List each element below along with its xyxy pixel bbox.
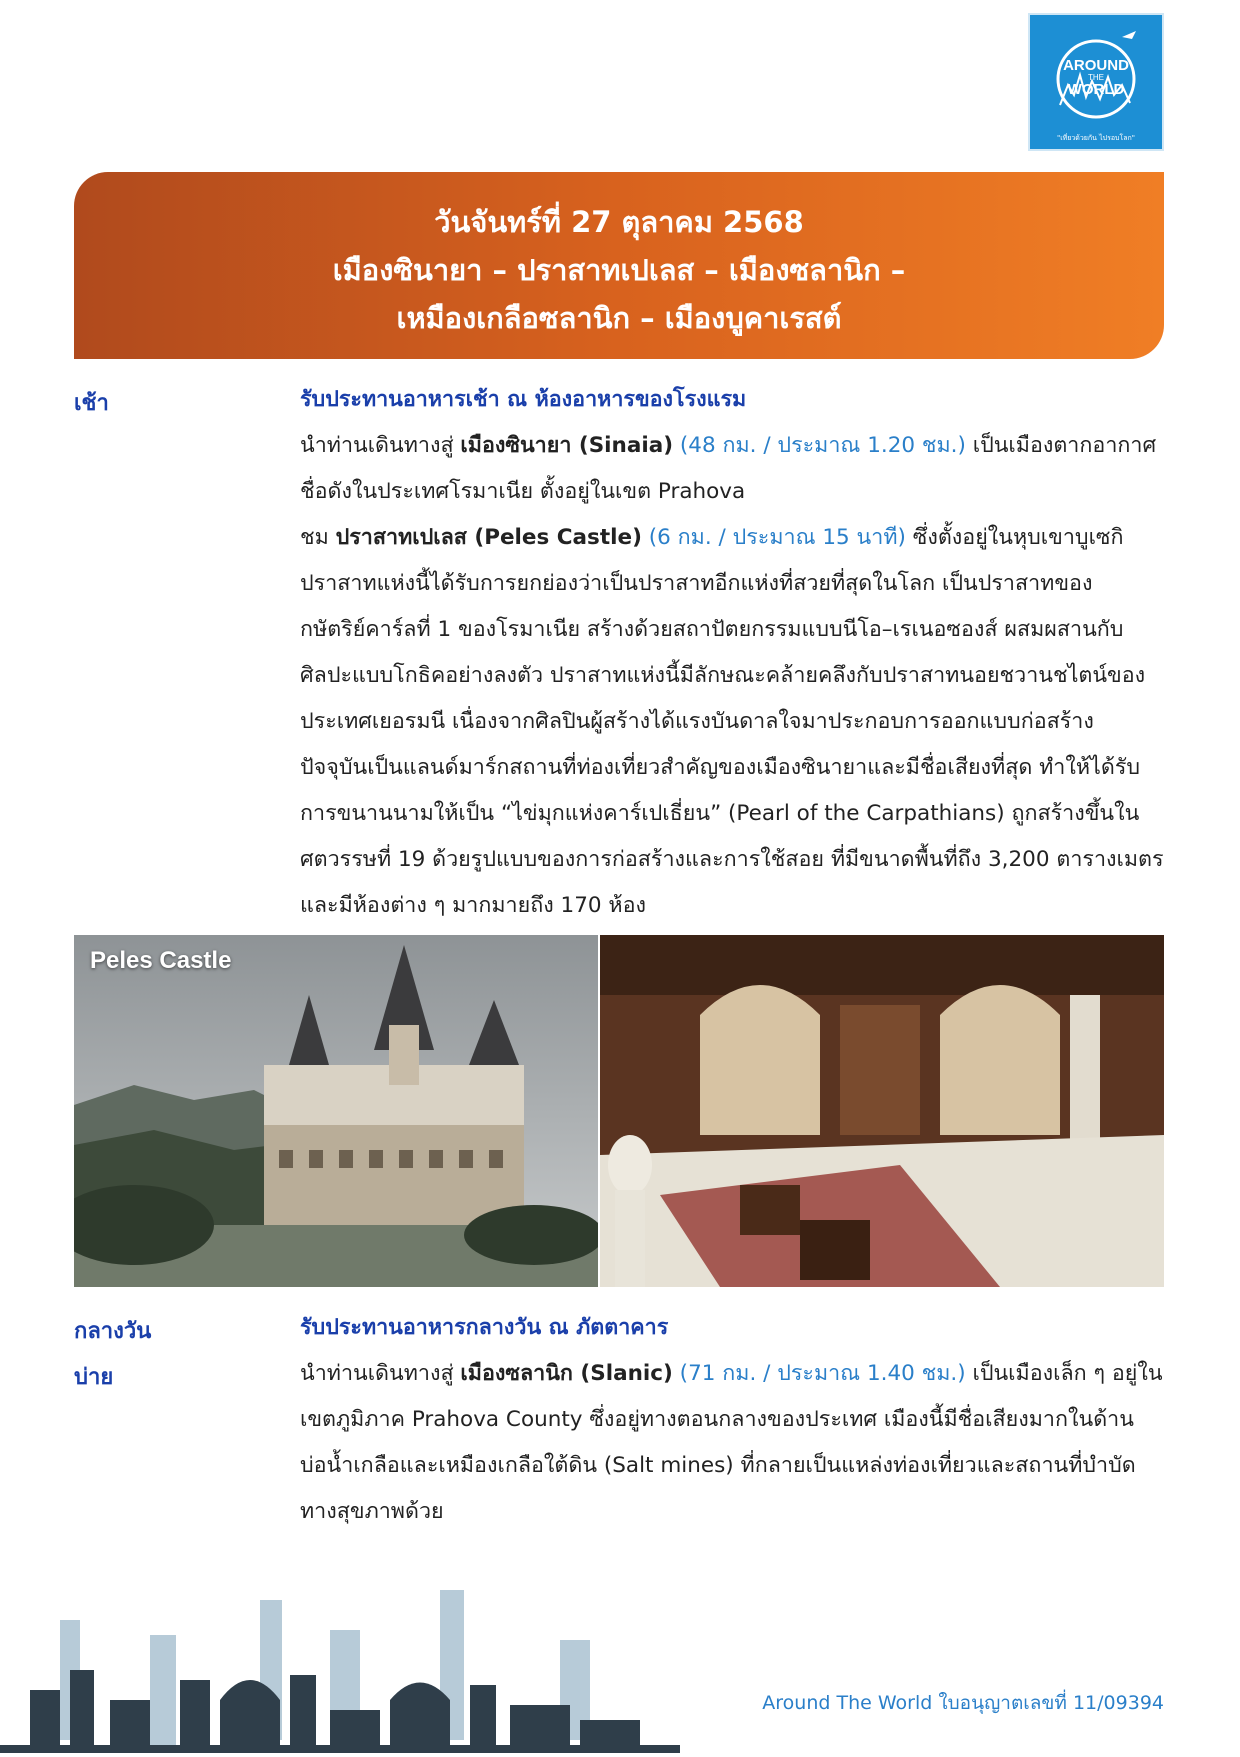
photo-caption: Peles Castle — [90, 947, 232, 974]
morning-heading: รับประทานอาหารเช้า ณ ห้องอาหารของโรงแรม — [300, 387, 747, 412]
morning-para-1: นำท่านเดินทางสู่ เมืองซินายา (Sinaia) (48 กม. / ประมาณ 1.20 ชม.) เป็นเมืองตากอากาศ ชื่อดังในประเทศโรมาเนีย ตั้งอยู่ในเขต Prahova — [300, 433, 1157, 504]
distance-peles: (6 กม. / ประมาณ 15 นาที) — [641, 525, 906, 550]
header-route-line2: เหมืองเกลือซลานิก – เมืองบูคาเรสต์ — [396, 301, 842, 335]
place-peles: ปราสาทเปเลส (Peles Castle) — [335, 525, 642, 550]
company-logo — [1028, 13, 1164, 151]
footer-license: Around The World ใบอนุญาตเลขที่ 11/09394 — [762, 1692, 1164, 1714]
morning-content — [300, 377, 1166, 929]
place-slanic: เมืองซลานิก (Slanic) — [460, 1361, 673, 1386]
peles-castle-exterior-photo — [74, 935, 598, 1287]
header-route-line1: เมืองซินายา – ปราสาทเปเลส – เมืองซลานิก – — [332, 253, 906, 287]
distance-sinaia: (48 กม. / ประมาณ 1.20 ชม.) — [673, 433, 966, 458]
label-morning: เช้า — [74, 391, 109, 416]
afternoon-content — [300, 1305, 1166, 1535]
header-date: วันจันทร์ที่ 27 ตุลาคม 2568 — [434, 205, 804, 239]
afternoon-heading: รับประทานอาหารกลางวัน ณ ภัตตาคาร — [300, 1315, 669, 1340]
label-noon: กลางวัน — [74, 1319, 152, 1344]
label-afternoon: บ่าย — [74, 1365, 114, 1390]
logo-line1: AROUND — [1063, 57, 1129, 74]
logo-line2: THE — [1088, 73, 1104, 82]
morning-para-2: ชม ปราสาทเปเลส (Peles Castle) (6 กม. / ประมาณ 15 นาที) ซึ่งตั้งอยู่ในหุบเขาบูเซกิ ปราสาทแห่งนี้ได้รับการยกย่องว่าเป็นปราสาทอีกแห่งที่สวยที่สุดในโลก เป็นปราสาทของ กษัตริย์คาร์ลที่ 1 ของโรมาเนีย สร้างด้วยสถาปัตยกรรมแบบนีโอ–เรเนอซองส์ ผสมผสานกับ ศิลปะแบบโกธิคอย่างลงตัว ปราสาทแห่งนี้มีลักษณะคล้ายคลึงกับปราสาทนอยชวานชไตน์ของ ประเทศเยอรมนี เนื่องจากศิลปินผู้สร้างได้แรงบันดาลใจมาประกอบการออกแบบก่อสร้าง ปัจจุบันเป็นแลนด์มาร์กสถานที่ท่องเที่ยวสำคัญของเมืองซินายาและมีชื่อเสียงที่สุด ทำให้ได้รับ การขนานนามให้เป็น “ไข่มุกแห่งคาร์เปเธี่ยน” (Pearl of the Carpathians) ถูกสร้างขึ้นใน ศตวรรษที่ 19 ด้วยรูปแบบของการก่อสร้างและการใช้สอย ที่มีขนาดพื้นที่ถึง 3,200 ตารางเมตร และมีห้องต่าง ๆ มากมายถึง 170 ห้อง — [300, 525, 1164, 918]
city-skyline-decoration — [0, 1580, 680, 1753]
place-sinaia: เมืองซินายา (Sinaia) — [460, 433, 674, 458]
distance-slanic: (71 กม. / ประมาณ 1.40 ชม.) — [672, 1361, 966, 1386]
afternoon-para-1: นำท่านเดินทางสู่ เมืองซลานิก (Slanic) (71 กม. / ประมาณ 1.40 ชม.) เป็นเมืองเล็ก ๆ อยู่ใน เขตภูมิภาค Prahova County ซึ่งอยู่ทางตอนกลางของประเทศ เมืองนี้มีชื่อเสียงมากในด้าน บ่อน้ำเกลือและเหมืองเกลือใต้ดิน (Salt mines) ที่กลายเป็นแหล่งท่องเที่ยวและสถานที่บำบัด ทางสุขภาพด้วย — [300, 1361, 1163, 1524]
logo-line3: WORLD — [1067, 81, 1125, 98]
photo-strip — [74, 935, 1164, 1287]
logo-tagline: "เที่ยวด้วยกัน ไปรอบโลก" — [1057, 134, 1135, 142]
peles-castle-interior-photo — [600, 935, 1164, 1287]
day-header-banner — [74, 172, 1164, 359]
